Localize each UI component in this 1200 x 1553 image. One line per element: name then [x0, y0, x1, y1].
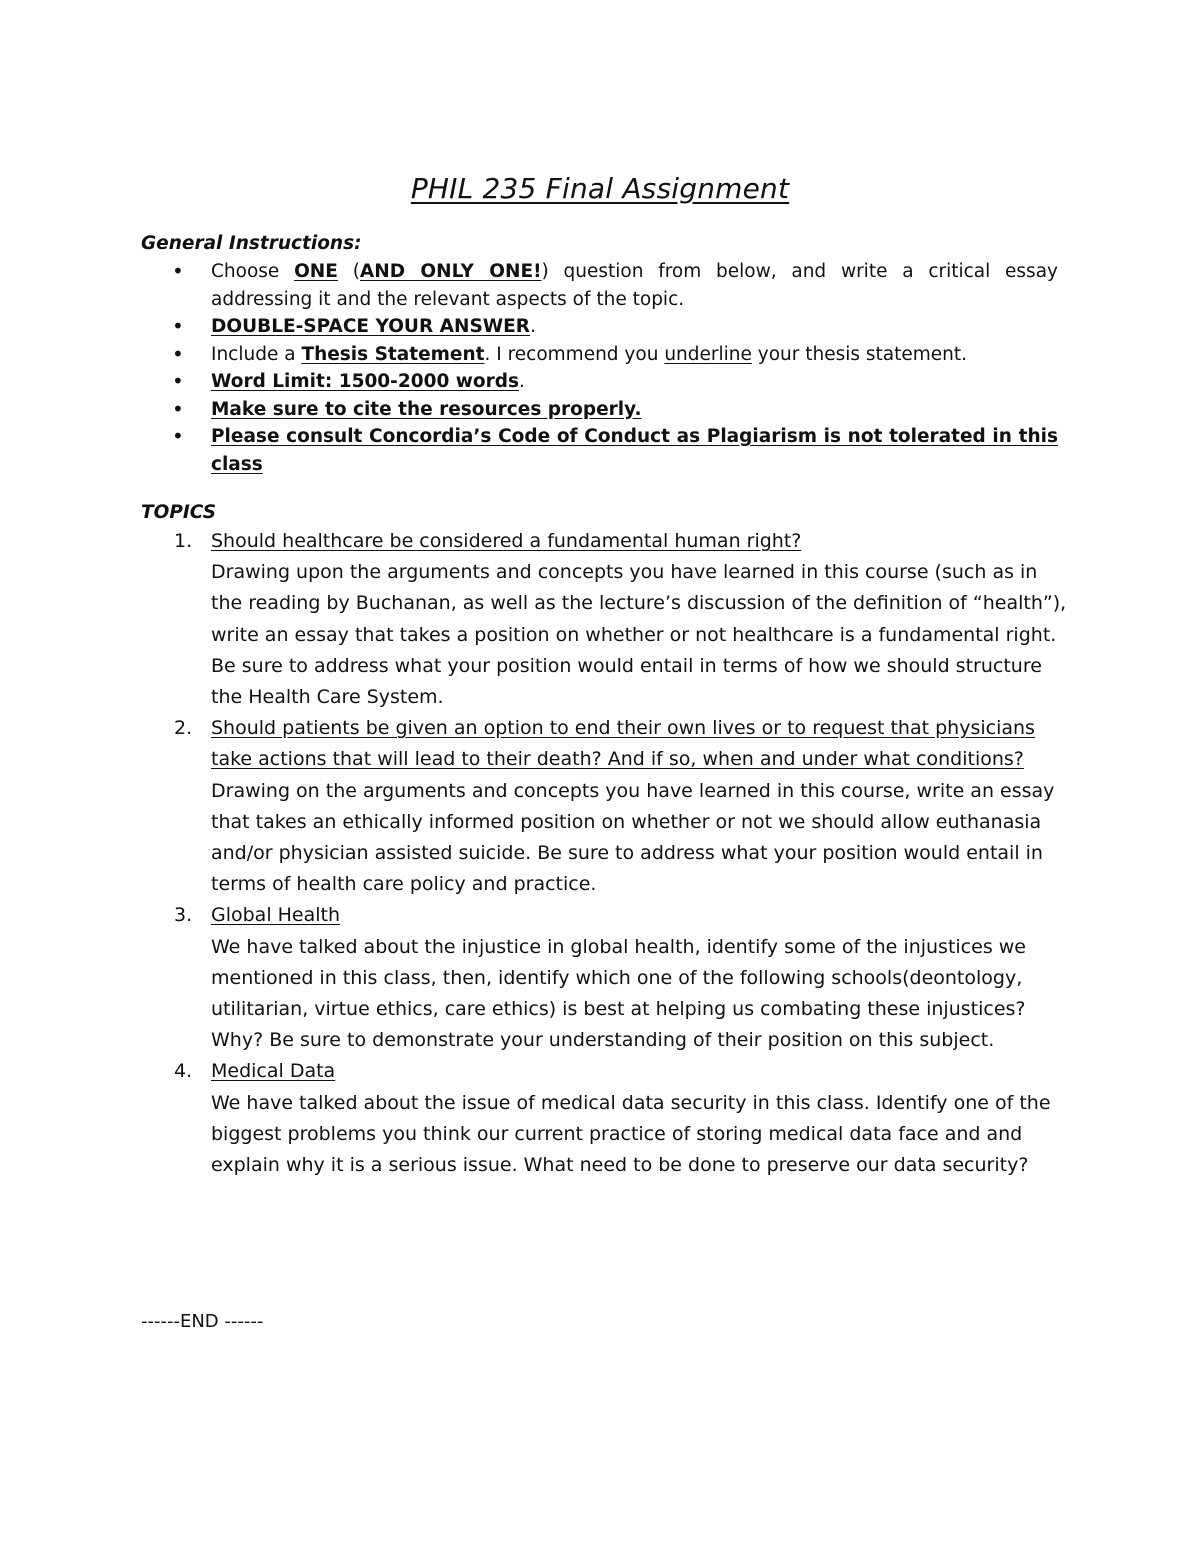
instructions-list [172, 258, 1058, 478]
instruction-plagiarism: • Please consult Concordia’s Code of Conduct as Plagiarism is not tolerated in this class [172, 424, 1058, 475]
topic-body: We have talked about the issue of medical data security in this class. Identify one of the biggest problems you think our current practice of storing medical data face and and explain why it is a serious issue. What need to be done to preserve our data security? [211, 1091, 1051, 1177]
topic-body: We have talked about the injustice in global health, identify some of the injustices we mentioned in this class, then, identify which one of the following schools(deontology, utilitarian, virtue ethics, care ethics) is best at helping us combating these injustices? Why? Be sure to demonstrate your understanding of their position on this subject. [211, 935, 1026, 1052]
topic-item [172, 526, 1072, 713]
topic-number: 1. [174, 530, 193, 552]
bullet-icon: • [172, 259, 184, 283]
topic-number: 2. [174, 717, 193, 740]
topic-body: Drawing on the arguments and concepts you have learned in this course, write an essay that takes an ethically informed position on whether or not we should allow euthanasia and/or physician assisted suicide. Be sure to address what your position would entail in terms of health care policy and practice. [211, 779, 1055, 896]
end-marker: ------END ------ [141, 1311, 264, 1332]
topics-list [172, 526, 1072, 1181]
topic-number: 4. [174, 1060, 193, 1083]
instruction-word-limit: • Word Limit: 1500-2000 words. [172, 368, 1058, 396]
topic-number: 3. [174, 904, 193, 927]
bullet-icon: • [172, 341, 184, 366]
instruction-double-space: • DOUBLE-SPACE YOUR ANSWER. [172, 313, 1058, 341]
topic-item [172, 1056, 1072, 1181]
emphasis-and-only-one: AND ONLY ONE! [359, 261, 542, 282]
bullet-icon: • [172, 369, 184, 393]
topic-item [172, 900, 1072, 1056]
topic-body: Drawing upon the arguments and concepts you have learned in this course (such as in the reading by Buchanan, as well as the lecture’s discussion of the definition of “health”), write an essay that takes a position on whether or not healthcare is a fundamental right. Be sure to address what your position would entail in terms of how we should structure the Health Care System. [211, 561, 1067, 709]
page-title: PHIL 235 Final Assignment [410, 172, 790, 205]
general-instructions-heading: General Instructions: [141, 233, 362, 254]
topic-question: Global Health [211, 904, 341, 927]
instruction-cite: • Make sure to cite the resources properly. [172, 396, 1058, 424]
topics-heading: TOPICS [141, 502, 217, 523]
bullet-icon: • [172, 424, 184, 448]
bullet-icon: • [172, 396, 184, 421]
topic-question: Medical Data [211, 1060, 336, 1083]
instruction-thesis: • Include a Thesis Statement. I recommend you underline your thesis statement. [172, 341, 1058, 369]
instruction-choose: • Choose ONE (AND ONLY ONE!) question from below, and write a critical essay addressing it and the relevant aspects of the topic. [172, 259, 1058, 310]
bullet-icon: • [172, 314, 184, 338]
topic-question: Should patients be given an option to end their own lives or to request that physicians take actions that will lead to their death? And if so, when and under what conditions? [211, 717, 1035, 771]
topic-question: Should healthcare be considered a fundamental human right? [211, 530, 802, 552]
emphasis-one: ONE [294, 261, 338, 282]
topic-item [172, 713, 1072, 900]
